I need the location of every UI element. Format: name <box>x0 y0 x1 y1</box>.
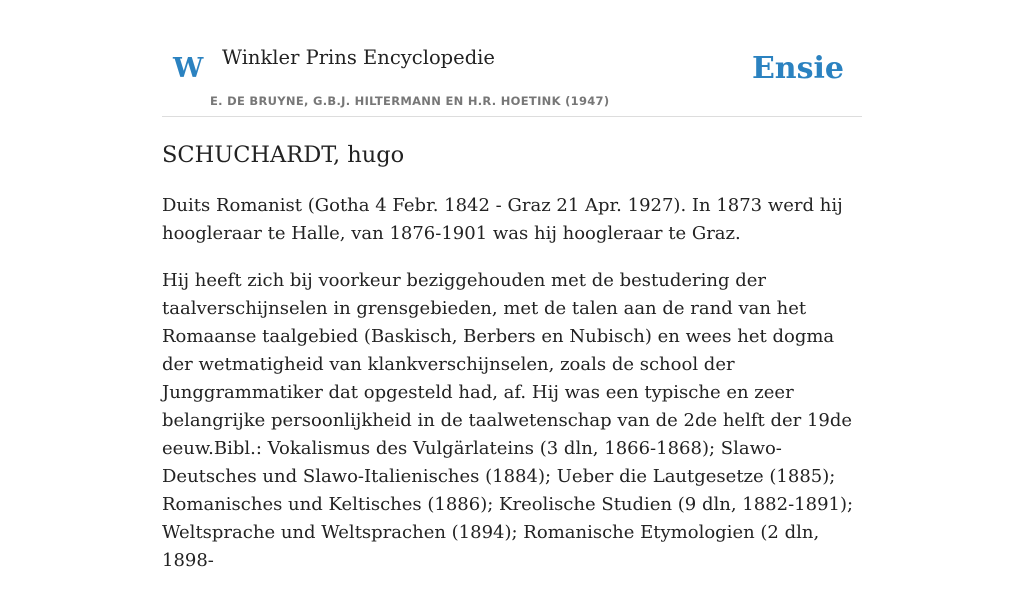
source-logo[interactable]: W <box>173 53 204 84</box>
source-title[interactable]: Winkler Prins Encyclopedie <box>222 46 495 69</box>
entry-title: SCHUCHARDT, hugo <box>162 142 405 168</box>
entry-body <box>162 192 867 594</box>
brand-logo[interactable]: Ensie <box>751 51 844 86</box>
source-authors: E. DE BRUYNE, G.B.J. HILTERMANN EN H.R. HOETINK (1947) <box>210 94 610 108</box>
entry-paragraph: Hij heeft zich bij voorkeur beziggehouden met de bestudering der taalverschijnselen in grensgebieden, met de talen aan de rand van het Romaanse taalgebied (Baskisch, Berbers en Nubisch) en wees het dogma der wetmatigheid van klankverschijnselen, zoals de school der Junggrammatiker dat opgesteld had, af. Hij was een typische en zeer belangrijke persoonlijkheid in de taalwetenschap van de 2de helft der 19de eeuw.Bibl.: Vokalismus des Vulgärlateins (3 dln, 1866-1868); Slawo-Deutsches und Slawo-Italienisches (1884); Ueber die Lautgesetze (1885); Romanisches und Keltisches (1886); Kreolische Studien (9 dln, 1882-1891); Weltsprache und Weltsprachen (1894); Romanische Etymologien (2 dln, 1898- <box>162 270 854 571</box>
page-content <box>162 0 862 571</box>
source-header <box>162 0 862 117</box>
entry-paragraph: Duits Romanist (Gotha 4 Febr. 1842 - Graz 21 Apr. 1927). In 1873 werd hij hoogleraar te Halle, van 1876-1901 was hij hoogleraar te Graz. <box>162 195 843 244</box>
